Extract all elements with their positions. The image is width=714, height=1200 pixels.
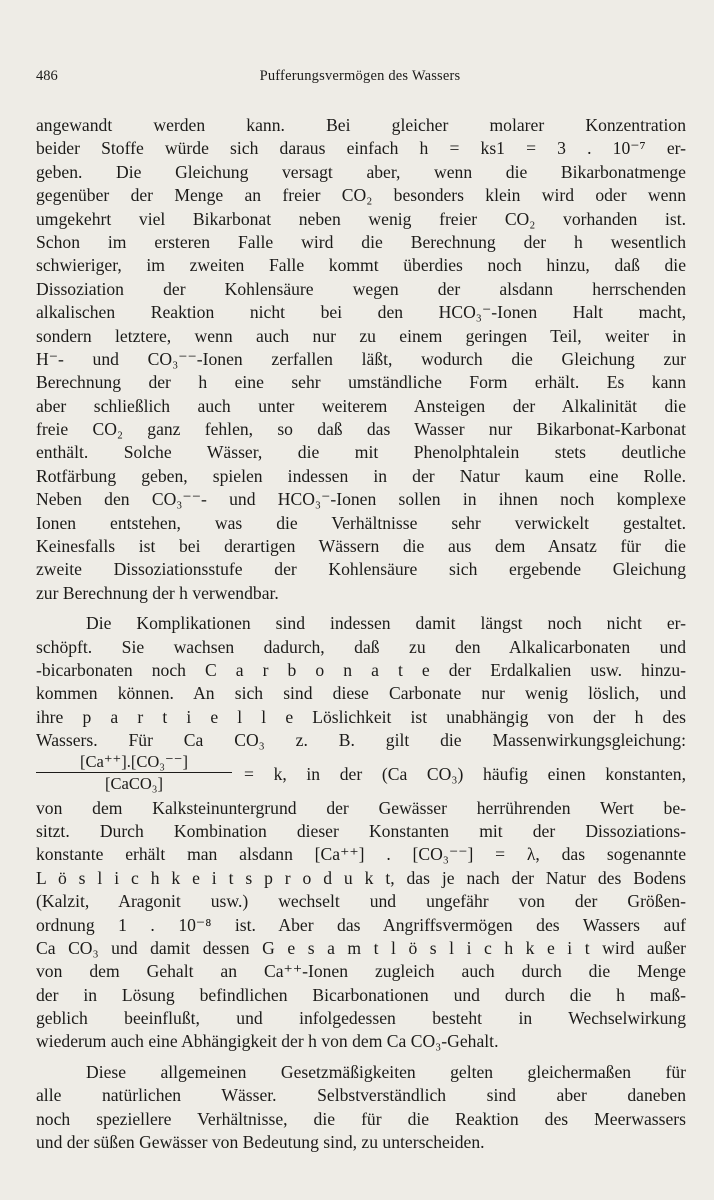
text-line: alle natürlichen Wässer. Selbstverständlich sind aber daneben [36,1085,686,1106]
text-line: (Kalzit, Aragonit usw.) wechselt und ungefähr von der Größen- [36,891,686,912]
text-line: umgekehrt viel Bikarbonat neben wenig freier CO₂ vorhanden ist. [36,208,686,229]
text-line: schöpft. Sie wachsen dadurch, daß zu den Alkalicarbonaten und [36,636,686,657]
text-line: freie CO₂ ganz fehlen, so daß das Wasser nur Bikarbonat-Karbonat [36,419,686,440]
text-line: zur Berechnung der h verwendbar. [36,582,279,603]
text-line: Rotfärbung geben, spielen indessen in der Natur kaum eine Rolle. [36,465,686,486]
text-line: von dem Gehalt an Ca⁺⁺-Ionen zugleich auch durch die Menge [36,961,686,982]
text-line: -bicarbonaten noch C a r b o n a t e der Erdalkalien usw. hinzu- [36,659,686,680]
mass-action-formula [36,753,686,797]
paragraph-2-continued [36,797,686,1054]
text-line: konstante erhält man alsdann [Ca⁺⁺] . [CO₃⁻⁻] = λ, das sogenannte [36,844,686,865]
formula-numerator: [Ca⁺⁺].[CO₃⁻⁻] [36,751,232,773]
text-line: Neben den CO₃⁻⁻- und HCO₃⁻-Ionen sollen in ihnen noch komplexe [36,489,686,510]
text-line: geblich beeinflußt, und infolgedessen besteht in Wechselwirkung [36,1008,686,1029]
text-line: und der süßen Gewässer von Bedeutung sind, zu unterscheiden. [36,1132,485,1153]
text-line: Berechnung der h eine sehr umständliche Form erhält. Es kann [36,372,686,393]
formula-fraction [36,751,232,795]
text-line: kommen können. An sich sind diese Carbonate nur wenig löslich, und [36,683,686,704]
text-line: ihre p a r t i e l l e Löslichkeit ist unabhängig von der h des [36,706,686,727]
formula-denominator: [CaCO₃] [105,773,163,793]
text-line: sitzt. Durch Kombination dieser Konstanten mit der Dissoziations- [36,820,686,841]
text-line: sondern letztere, wenn auch nur zu einem geringen Teil, weiter in [36,325,686,346]
text-line: Wassers. Für Ca CO₃ z. B. gilt die Massenwirkungsgleichung: [36,730,686,751]
text-line: Keinesfalls ist bei derartigen Wässern die aus dem Ansatz für die [36,536,686,557]
text-line: der in Lösung befindlichen Bicarbonationen und durch die h maß- [36,984,686,1005]
text-line: Schon im ersteren Falle wird die Berechnung der h wesentlich [36,231,686,252]
text-line: angewandt werden kann. Bei gleicher molarer Konzentration [36,115,686,135]
text-line: alkalischen Reaktion nicht bei den HCO₃⁻-Ionen Halt macht, [36,302,686,323]
paragraph-3 [36,1061,686,1155]
text-line: zweite Dissoziationsstufe der Kohlensäure sich ergebende Gleichung [36,559,686,580]
paragraph-2 [36,612,686,752]
text-line: enthält. Solche Wässer, die mit Phenolphtalein stets deutliche [36,442,686,463]
text-line: beider Stoffe würde sich daraus einfach h = ks1 = 3 . 10⁻⁷ er- [36,138,686,159]
text-line: von dem Kalksteinuntergrund der Gewässer herrührenden Wert be- [36,797,686,818]
text-line: Dissoziation der Kohlensäure wegen der alsdann herrschenden [36,278,686,299]
text-line: ordnung 1 . 10⁻⁸ ist. Aber das Angriffsvermögen des Wassers auf [36,914,686,935]
running-title: Pufferungsvermögen des Wassers [259,68,461,84]
text-line: Ionen entstehen, was die Verhältnisse sehr verwickelt gestaltet. [36,512,686,533]
text-line: geben. Die Gleichung versagt aber, wenn die Bikarbonatmenge [36,161,686,182]
text-line: H⁻- und CO₃⁻⁻-Ionen zerfallen läßt, wodurch die Gleichung zur [36,348,686,369]
paragraph-1 [36,114,686,605]
page-header [36,68,684,90]
text-line: gegenüber der Menge an freier CO₂ besonders klein wird oder wenn [36,185,686,206]
formula-continuation: = k, in der (Ca CO₃) häufig einen konstanten, [244,763,686,784]
text-line: Die Komplikationen sind indessen damit längst noch nicht er- [86,613,686,634]
text-line: wiederum auch eine Abhängigkeit der h von dem Ca CO₃-Gehalt. [36,1031,499,1052]
text-line: noch speziellere Verhältnisse, die für die Reaktion des Meerwassers [36,1108,686,1129]
text-line: Diese allgemeinen Gesetzmäßigkeiten gelten gleichermaßen für [86,1061,686,1082]
text-line: L ö s l i c h k e i t s p r o d u k t, das je nach der Natur des Bodens [36,867,686,888]
text-line: Ca CO₃ und damit dessen G e s a m t l ö s l i c h k e i t wird außer [36,937,686,958]
body-text [36,114,686,1154]
page-number: 486 [36,68,58,84]
text-line: aber schließlich auch unter weiterem Ansteigen der Alkalinität die [36,395,686,416]
text-line: schwieriger, im zweiten Falle kommt überdies noch hinzu, daß die [36,255,686,276]
